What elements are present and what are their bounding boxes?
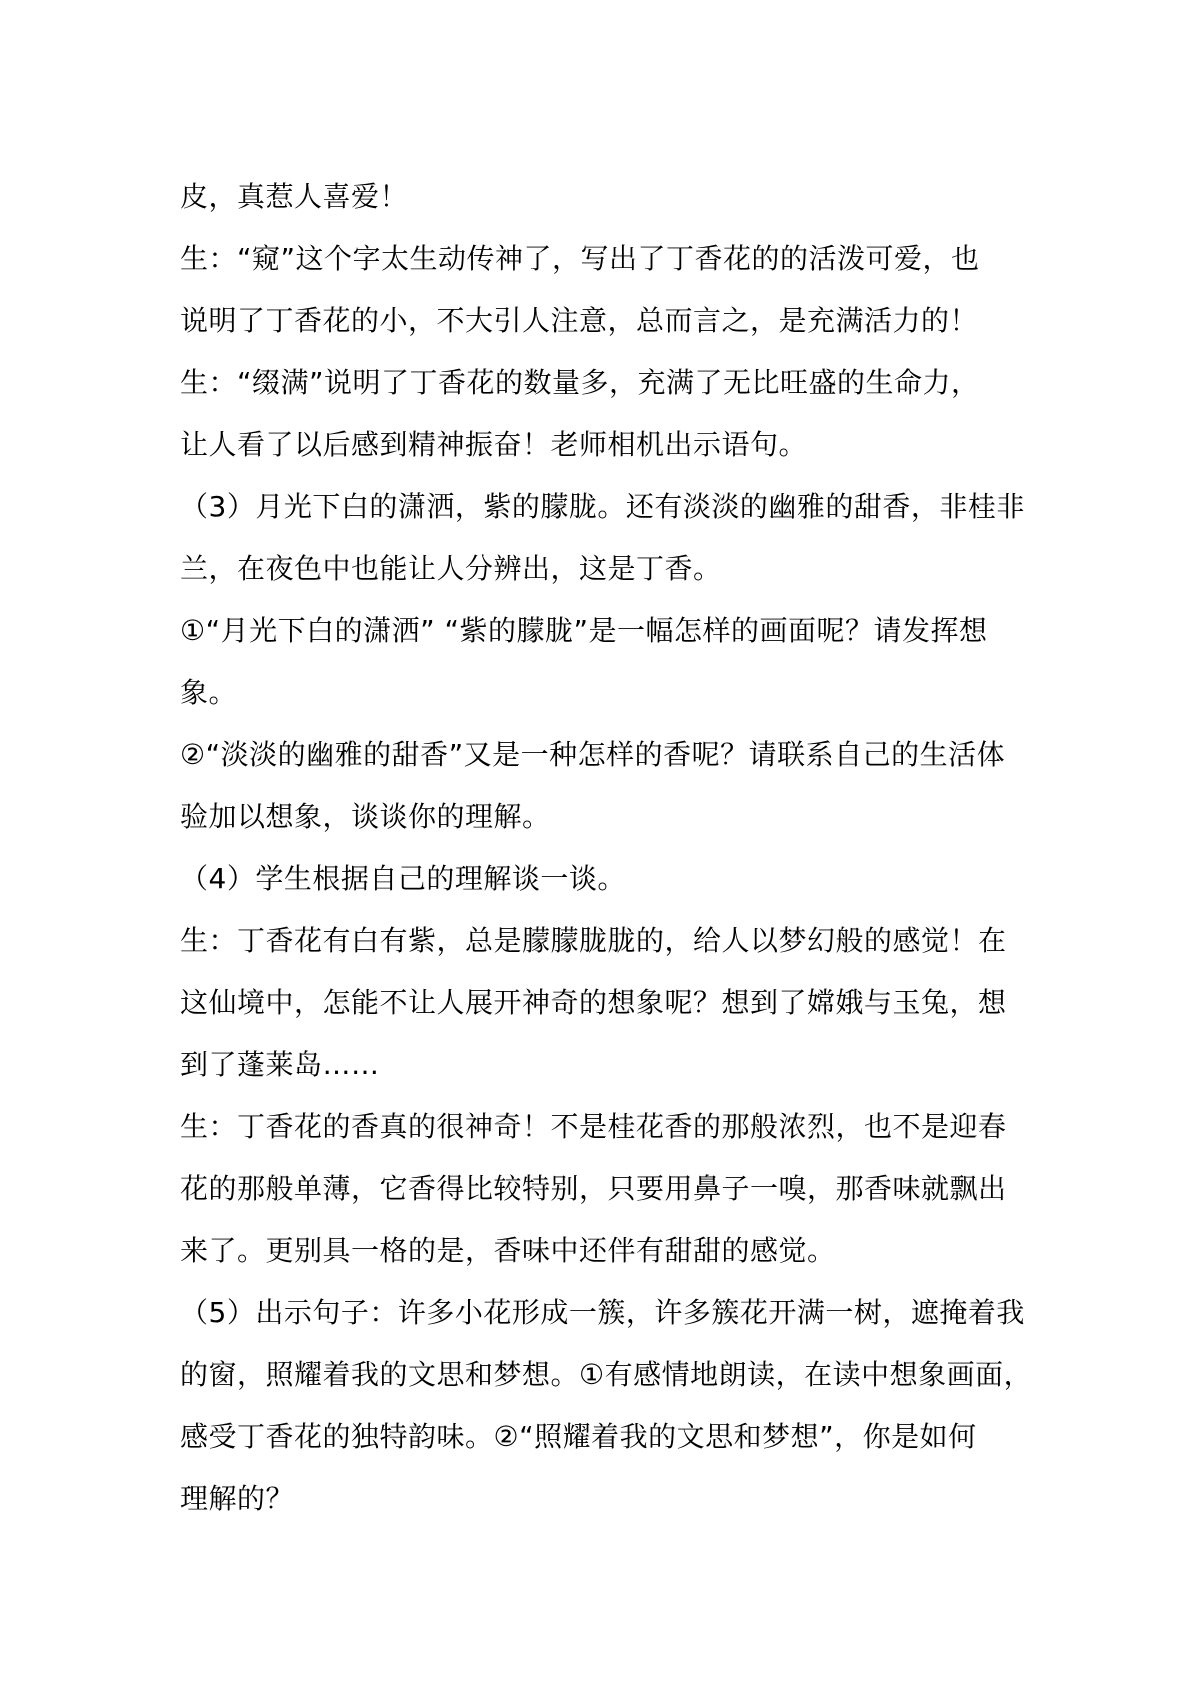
text-line: 让人看了以后感到精神振奋！老师相机出示语句。: [180, 428, 808, 461]
text-line: 的窗，照耀着我的文思和梦想。①有感情地朗读，在读中想象画面，: [180, 1358, 1033, 1391]
text-line: 兰，在夜色中也能让人分辨出，这是丁香。: [180, 552, 722, 585]
text-line: 皮，真惹人喜爱！: [180, 180, 409, 213]
text-line: 生：丁香花的香真的很神奇！不是桂花香的那般浓烈，也不是迎春: [180, 1110, 1007, 1143]
text-line: 感受丁香花的独特韵味。②“照耀着我的文思和梦想”，你是如何: [180, 1420, 977, 1453]
text-line: 花的那般单薄，它香得比较特别，只要用鼻子一嗅，那香味就飘出: [180, 1172, 1007, 1205]
text-line: 理解的？: [180, 1482, 295, 1515]
text-line: 生：“窥”这个字太生动传神了，写出了丁香花的的活泼可爱，也: [180, 242, 980, 275]
text-line: 来了。更别具一格的是，香味中还伴有甜甜的感觉。: [180, 1234, 836, 1267]
text-line: 说明了丁香花的小，不大引人注意，总而言之，是充满活力的！: [180, 304, 979, 337]
text-line: （3）月光下白的潇洒，紫的朦胧。还有淡淡的幽雅的甜香，非桂非: [180, 490, 1025, 523]
text-line: 验加以想象，谈谈你的理解。: [180, 800, 551, 833]
text-line: 生：丁香花有白有紫，总是朦朦胧胧的，给人以梦幻般的感觉！在: [180, 924, 1007, 957]
text-line: 生：“缀满”说明了丁香花的数量多，充满了无比旺盛的生命力，: [180, 366, 980, 399]
text-line: 这仙境中，怎能不让人展开神奇的想象呢？想到了嫦娥与玉兔，想: [180, 986, 1007, 1019]
text-line: ②“淡淡的幽雅的甜香”又是一种怎样的香呢？请联系自己的生活体: [180, 738, 1006, 771]
document-body: [180, 166, 1050, 1530]
text-line: 到了蓬莱岛……: [180, 1048, 380, 1081]
text-line: ①“月光下白的潇洒” “紫的朦胧”是一幅怎样的画面呢？请发挥想: [180, 614, 988, 647]
text-line: （4）学生根据自己的理解谈一谈。: [180, 862, 626, 895]
text-line: 象。: [180, 676, 238, 709]
text-line: （5）出示句子：许多小花形成一簇，许多簇花开满一树，遮掩着我: [180, 1296, 1025, 1329]
